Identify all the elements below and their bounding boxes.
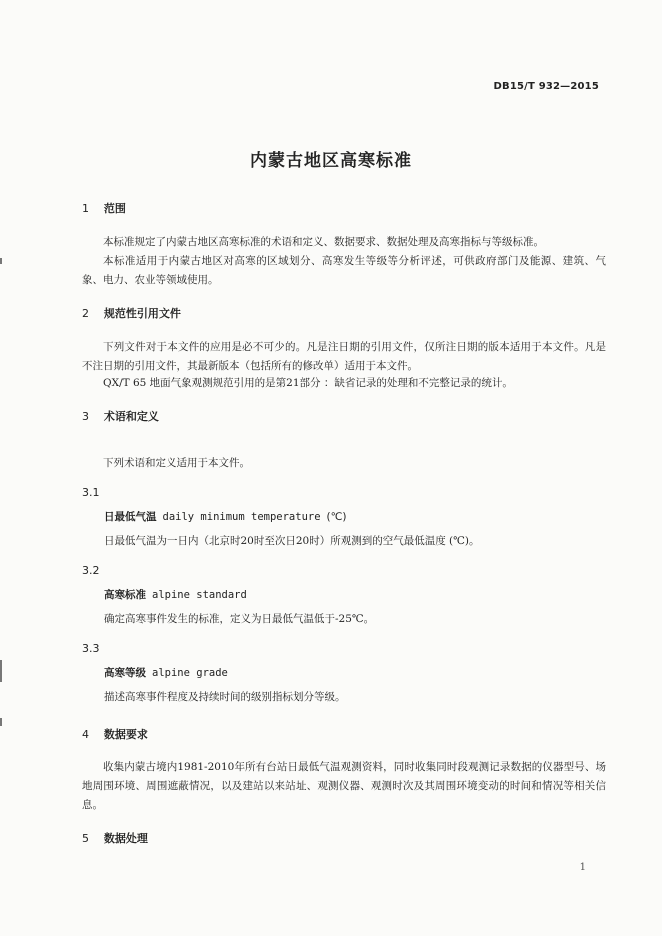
section-number: 2 <box>82 307 89 320</box>
term-number: 3.1 <box>82 486 100 499</box>
section-2-para-1: 下列文件对于本文件的应用是必不可少的。凡是注日期的引用文件，仅所注日期的版本适用于本文件。凡是不注日期的引用文件，其最新版本（包括所有的修改单）适用于本文件。 <box>82 341 606 372</box>
term-definition: 描述高寒事件程度及持续时间的级别指标划分等级。 <box>104 691 346 703</box>
term-number: 3.3 <box>82 642 100 655</box>
term-en: alpine standard <box>152 589 247 601</box>
page-number: 1 <box>579 862 586 873</box>
section-title: 规范性引用文件 <box>103 307 181 320</box>
scan-artifact <box>0 660 2 682</box>
term-zh: 日最低气温 <box>104 511 157 523</box>
section-4-para-1: 收集内蒙古境内1981-2010年所有台站日最低气温观测资料，同时收集同时段观测记录数据的仪器型号、场地周围环境、周围遮蔽情况，以及建站以来站址、观测仪器、观测时次及其周围环境变动的时间和情况等相关信息。 <box>82 761 606 811</box>
term-en: alpine grade <box>152 667 228 679</box>
section-1-para-2: 本标准适用于内蒙古地区对高寒的区域划分、高寒发生等级等分析评述，可供政府部门及能源、建筑、气象、电力、农业等领域使用。 <box>82 255 606 286</box>
scan-artifact <box>0 718 2 726</box>
term-definition: 确定高寒事件发生的标准，定义为日最低气温低于-25℃。 <box>104 613 375 625</box>
section-2-para-2: QX/T 65 地面气象观测规范引用的是第21部分 ：缺省记录的处理和不完整记录的统计。 <box>103 377 513 389</box>
section-number: 4 <box>82 728 89 741</box>
term-heading <box>104 665 228 680</box>
standard-code: DB15/T 932—2015 <box>493 81 599 92</box>
section-title: 数据要求 <box>103 728 148 741</box>
section-number: 3 <box>82 410 89 423</box>
document-title: 内蒙古地区高寒标准 <box>250 151 412 171</box>
section-number: 1 <box>82 202 89 215</box>
section-1-heading <box>82 200 126 216</box>
section-5-heading <box>82 830 148 846</box>
section-3-intro: 下列术语和定义适用于本文件。 <box>103 457 250 469</box>
term-heading <box>104 509 347 524</box>
section-2-heading <box>82 305 181 321</box>
term-zh: 高寒等级 <box>104 667 146 679</box>
section-4-heading <box>82 726 148 742</box>
section-title: 数据处理 <box>103 832 148 845</box>
term-zh: 高寒标准 <box>104 589 146 601</box>
term-en: daily minimum temperature <box>162 511 321 523</box>
section-title: 范围 <box>103 202 126 215</box>
section-title: 术语和定义 <box>103 410 159 423</box>
scan-artifact <box>0 258 2 264</box>
term-unit: (℃) <box>326 511 347 523</box>
section-1-para-1: 本标准规定了内蒙古地区高寒标准的术语和定义、数据要求、数据处理及高寒指标与等级标准。 <box>103 236 544 248</box>
section-3-heading <box>82 408 159 424</box>
term-heading <box>104 587 247 602</box>
term-number: 3.2 <box>82 564 100 577</box>
section-number: 5 <box>82 832 89 845</box>
term-definition: 日最低气温为一日内（北京时20时至次日20时）所观测到的空气最低温度 (℃)。 <box>104 535 480 547</box>
